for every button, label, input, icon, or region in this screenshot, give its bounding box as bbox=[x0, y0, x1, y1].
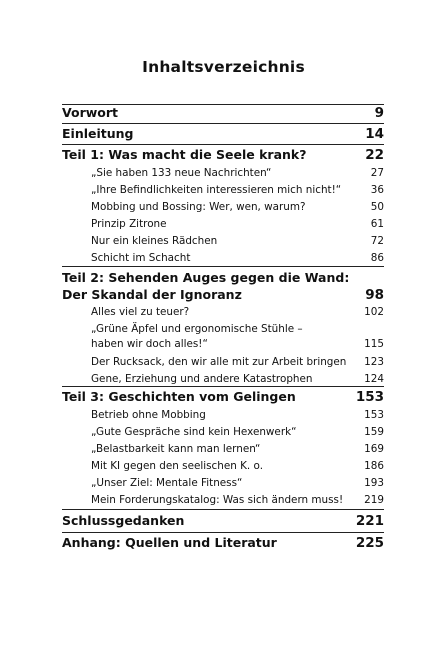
toc-divider bbox=[62, 532, 384, 533]
toc-subentry-label: „Ihre Befindlichkeiten interessieren mich nicht!“ bbox=[91, 184, 342, 196]
toc-subentry-label: Nur ein kleines Rädchen bbox=[91, 235, 218, 247]
toc-subentry-page: 72 bbox=[370, 235, 384, 247]
toc-subentry-label: „Sie haben 133 neue Nachrichten“ bbox=[91, 167, 272, 179]
toc-entry-page: 225 bbox=[355, 535, 384, 551]
toc-entry-label: Teil 3: Geschichten vom Gelingen bbox=[62, 389, 296, 404]
toc-subentry-label: Schicht im Schacht bbox=[91, 252, 191, 264]
toc-entry-label-cont: Der Skandal der Ignoranz bbox=[62, 287, 242, 302]
toc-subentry-label: Gene, Erziehung und andere Katastrophen bbox=[91, 373, 313, 385]
toc-subentry-page: 169 bbox=[364, 443, 384, 455]
toc-subentry-label-cont: haben wir doch alles!“ bbox=[91, 338, 208, 350]
toc-subentry-page: 153 bbox=[364, 409, 384, 421]
toc-subentry-label: Betrieb ohne Mobbing bbox=[91, 409, 206, 421]
toc-divider bbox=[62, 386, 384, 387]
toc-subentry-page: 193 bbox=[364, 477, 384, 489]
toc-subentry-page: 219 bbox=[364, 494, 384, 506]
toc-subentry-page: 102 bbox=[364, 306, 384, 318]
toc-subentry-label: Mobbing und Bossing: Wer, wen, warum? bbox=[91, 201, 306, 213]
toc-subentry-page: 27 bbox=[370, 167, 384, 179]
toc-subentry-page: 61 bbox=[370, 218, 384, 230]
toc-divider bbox=[62, 509, 384, 510]
toc-divider bbox=[62, 123, 384, 124]
table-of-contents bbox=[62, 0, 384, 648]
toc-subentry-page: 186 bbox=[364, 460, 384, 472]
toc-subentry-page: 123 bbox=[364, 356, 384, 368]
toc-subentry-label: „Unser Ziel: Mentale Fitness“ bbox=[91, 477, 243, 489]
toc-subentry-label: „Gute Gespräche sind kein Hexenwerk“ bbox=[91, 426, 297, 438]
toc-subentry-label: Alles viel zu teuer? bbox=[91, 306, 190, 318]
toc-entry-page: 9 bbox=[374, 105, 384, 121]
toc-subentry-label: Prinzip Zitrone bbox=[91, 218, 167, 230]
toc-subentry-page: 36 bbox=[370, 184, 384, 196]
toc-title: Inhaltsverzeichnis bbox=[142, 58, 305, 76]
toc-entry-page: 22 bbox=[365, 147, 384, 163]
toc-subentry-label: „Belastbarkeit kann man lernen“ bbox=[91, 443, 261, 455]
toc-subentry-page: 159 bbox=[364, 426, 384, 438]
toc-subentry-label: Mein Forderungskatalog: Was sich ändern muss! bbox=[91, 494, 344, 506]
toc-subentry-label: Mit KI gegen den seelischen K. o. bbox=[91, 460, 264, 472]
toc-entry-label: Teil 1: Was macht die Seele krank? bbox=[62, 147, 307, 162]
toc-subentry-label: Der Rucksack, den wir alle mit zur Arbeit bringen bbox=[91, 356, 347, 368]
toc-subentry-label: „Grüne Äpfel und ergonomische Stühle – bbox=[91, 323, 303, 335]
toc-subentry-page: 115 bbox=[364, 338, 384, 350]
toc-divider bbox=[62, 144, 384, 145]
toc-divider bbox=[62, 266, 384, 267]
toc-subentry-page: 86 bbox=[370, 252, 384, 264]
toc-subentry-page: 50 bbox=[370, 201, 384, 213]
toc-entry-page: 153 bbox=[355, 389, 384, 405]
toc-entry-page: 221 bbox=[355, 513, 384, 529]
toc-entry-page: 14 bbox=[365, 126, 384, 142]
toc-entry-label: Anhang: Quellen und Literatur bbox=[62, 535, 277, 550]
toc-subentry-page: 124 bbox=[364, 373, 384, 385]
toc-entry-label: Einleitung bbox=[62, 126, 134, 141]
toc-entry-label: Teil 2: Sehenden Auges gegen die Wand: bbox=[62, 270, 350, 285]
toc-entry-label: Schlussgedanken bbox=[62, 513, 185, 528]
toc-entry-label: Vorwort bbox=[62, 105, 119, 120]
toc-entry-page: 98 bbox=[365, 287, 384, 303]
